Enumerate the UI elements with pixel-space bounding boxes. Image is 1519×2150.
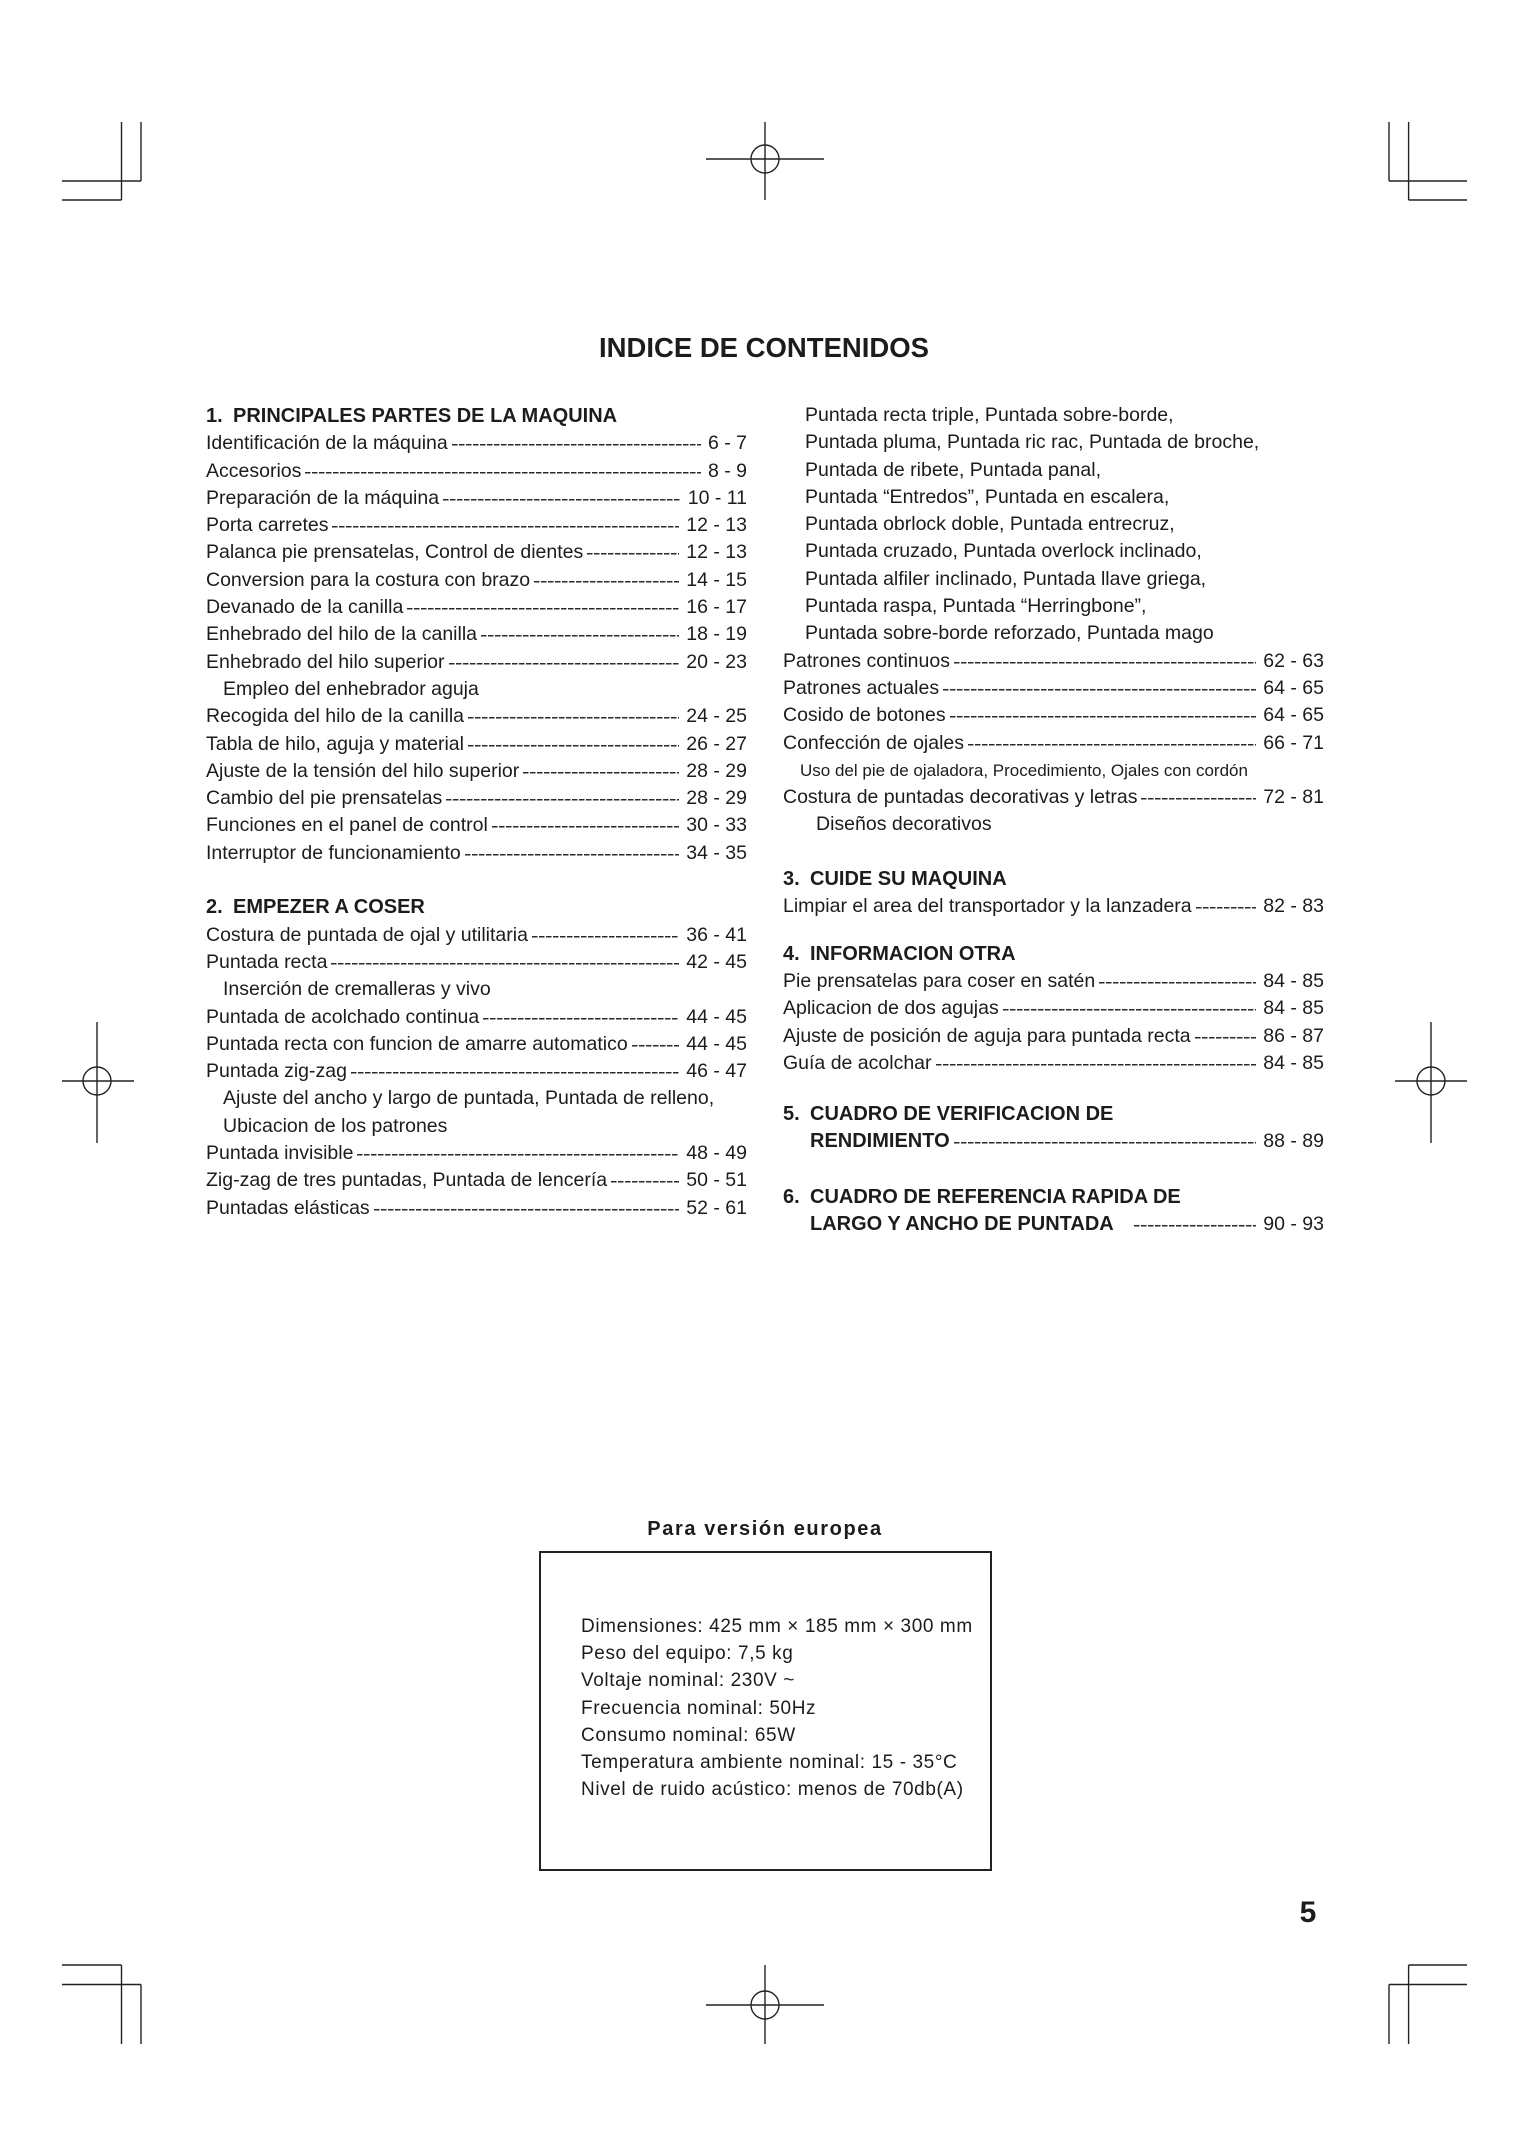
toc-entry-pages: 30 - 33 xyxy=(686,814,747,837)
toc-entry xyxy=(206,594,747,621)
section-number: 1. xyxy=(206,405,223,427)
dot-leader xyxy=(954,648,1256,675)
toc-subentry xyxy=(783,566,1324,593)
section-heading xyxy=(206,403,747,430)
toc-subentry-label: Puntada pluma, Puntada ric rac, Puntada de broche, xyxy=(805,431,1260,454)
toc-entry xyxy=(206,485,747,512)
dot-leader xyxy=(943,675,1256,702)
toc-entry xyxy=(206,1004,747,1031)
toc-entry xyxy=(206,1195,747,1222)
dot-leader xyxy=(1134,1211,1257,1238)
toc-entry-pages: 42 - 45 xyxy=(686,950,747,973)
toc-subentry xyxy=(783,593,1324,620)
toc-subentry xyxy=(783,620,1324,647)
toc-entry-label: Guía de acolchar xyxy=(783,1051,932,1074)
spec-line: Frecuencia nominal: 50Hz xyxy=(581,1697,817,1719)
toc-entry-label: Puntada de acolchado continua xyxy=(206,1005,480,1028)
toc-column-right xyxy=(783,402,1324,1238)
section-heading xyxy=(783,866,1324,893)
toc-entry-label: Devanado de la canilla xyxy=(206,596,404,619)
toc-entry-pages: 36 - 41 xyxy=(686,923,747,946)
dot-leader xyxy=(1195,1023,1257,1050)
toc-entry-label: Costura de puntadas decorativas y letras xyxy=(783,786,1138,809)
dot-leader xyxy=(1141,784,1256,811)
section-title: CUIDE SU MAQUINA xyxy=(810,868,1007,891)
toc-subentry xyxy=(783,757,1324,784)
toc-entry xyxy=(783,702,1324,729)
dot-leader xyxy=(468,703,679,730)
toc-entry-label: Puntada invisible xyxy=(206,1142,354,1165)
dot-leader xyxy=(465,840,680,867)
toc-entry xyxy=(206,512,747,539)
toc-subentry xyxy=(206,1113,747,1140)
toc-entry xyxy=(206,1140,747,1167)
toc-entry xyxy=(206,703,747,730)
toc-subentry-label: Puntada recta triple, Puntada sobre-borde, xyxy=(805,404,1174,426)
toc-subentry xyxy=(783,538,1324,565)
section-title-continued: LARGO Y ANCHO DE PUNTADA xyxy=(810,1213,1114,1236)
registration-mark-bottom xyxy=(706,1965,824,2044)
toc-entry-pages: 62 - 63 xyxy=(1263,649,1324,672)
toc-entry-label: Puntadas elásticas xyxy=(206,1196,370,1219)
toc-entry xyxy=(783,1023,1324,1050)
toc-entry xyxy=(206,785,747,812)
toc-entry-label: Palanca pie prensatelas, Control de dientes xyxy=(206,541,584,564)
toc-entry-pages: 10 - 11 xyxy=(687,486,747,509)
toc-subentry-label: Diseños decorativos xyxy=(816,813,992,836)
toc-entry-pages: 88 - 89 xyxy=(1263,1130,1324,1153)
toc-entry-pages: 6 - 7 xyxy=(707,432,747,455)
section-title: EMPEZER A COSER xyxy=(233,896,425,919)
toc-entry xyxy=(206,1167,747,1194)
toc-entry-label: Limpiar el area del transportador y la lanzadera xyxy=(783,895,1192,918)
toc-subentry-label: Puntada “Entredos”, Puntada en escalera, xyxy=(805,485,1170,508)
dot-leader xyxy=(534,567,679,594)
toc-entry-pages: 66 - 71 xyxy=(1263,731,1324,754)
dot-leader xyxy=(936,1050,1257,1077)
section-title: PRINCIPALES PARTES DE LA MAQUINA xyxy=(233,405,618,427)
toc-entry-pages: 72 - 81 xyxy=(1263,786,1324,809)
section-title-continued: RENDIMIENTO xyxy=(810,1130,950,1153)
toc-entry-pages: 82 - 83 xyxy=(1263,895,1324,918)
toc-entry-pages: 46 - 47 xyxy=(686,1060,747,1083)
section-number: 4. xyxy=(783,942,800,965)
toc-entry-label: Funciones en el panel de control xyxy=(206,814,488,837)
european-spec-box xyxy=(539,1551,992,1871)
spec-line: Temperatura ambiente nominal: 15 - 35°C xyxy=(581,1751,958,1773)
toc-entry xyxy=(206,567,747,594)
toc-entry-label: Porta carretes xyxy=(206,514,329,537)
toc-subentry-label: Puntada alfiler inclinado, Puntada llave griega, xyxy=(805,567,1207,590)
section-number: 5. xyxy=(783,1103,800,1126)
section-number: 6. xyxy=(783,1185,800,1208)
toc-entry xyxy=(783,968,1324,995)
dot-leader xyxy=(492,812,679,839)
toc-entry-label: Ajuste de posición de aguja para puntada recta xyxy=(783,1024,1191,1047)
dot-leader xyxy=(407,594,679,621)
toc-entry-pages: 26 - 27 xyxy=(686,732,747,755)
toc-entry xyxy=(206,458,747,485)
spec-line: Voltaje nominal: 230V ~ xyxy=(581,1670,795,1692)
toc-entry-label: Cosido de botones xyxy=(783,704,946,727)
toc-entry-label: Preparación de la máquina xyxy=(206,486,440,509)
toc-entry-pages: 28 - 29 xyxy=(686,759,747,782)
toc-subentry-label: Puntada de ribete, Puntada panal, xyxy=(805,458,1101,481)
toc-entry-pages: 48 - 49 xyxy=(686,1142,747,1165)
crop-mark-bottom-right xyxy=(1389,1965,1467,2044)
toc-subentry xyxy=(783,429,1324,456)
toc-entry xyxy=(206,758,747,785)
dot-leader xyxy=(1196,893,1257,920)
section-heading xyxy=(206,894,747,921)
toc-entry-label: Interruptor de funcionamiento xyxy=(206,841,461,864)
spec-line: Consumo nominal: 65W xyxy=(581,1724,796,1746)
spec-line: Nivel de ruido acústico: menos de 70db(A) xyxy=(581,1779,964,1801)
toc-entry-pages: 52 - 61 xyxy=(686,1196,747,1219)
toc-entry-label: Identificación de la máquina xyxy=(206,432,448,455)
toc-column-left xyxy=(206,403,747,1222)
toc-entry-pages: 34 - 35 xyxy=(686,841,747,864)
toc-entry xyxy=(783,995,1324,1022)
toc-subentry xyxy=(783,484,1324,511)
toc-subentry xyxy=(206,976,747,1003)
section-title: CUADRO DE REFERENCIA RAPIDA DE xyxy=(810,1185,1181,1208)
dot-leader xyxy=(468,731,679,758)
toc-entry-label: Tabla de hilo, aguja y material xyxy=(206,732,464,755)
toc-entry-label: Patrones actuales xyxy=(783,676,940,699)
toc-entry xyxy=(206,949,747,976)
toc-entry-pages: 14 - 15 xyxy=(686,568,747,591)
toc-subentry xyxy=(206,1085,747,1112)
toc-entry xyxy=(783,1050,1324,1077)
registration-mark-top xyxy=(706,122,824,200)
toc-subentry-label: Puntada cruzado, Puntada overlock inclinado, xyxy=(805,540,1202,563)
dot-leader xyxy=(443,485,681,512)
toc-subentry xyxy=(783,811,1324,838)
dot-leader xyxy=(954,1128,1257,1155)
page-title: INDICE DE CONTENIDOS xyxy=(598,332,930,363)
toc-entry-label: Puntada recta xyxy=(206,950,328,973)
toc-subentry xyxy=(783,511,1324,538)
toc-entry xyxy=(783,1211,1324,1238)
toc-entry-label: Accesorios xyxy=(206,459,302,482)
toc-entry-label: Recogida del hilo de la canilla xyxy=(206,705,465,728)
toc-entry-label: Pie prensatelas para coser en satén xyxy=(783,969,1096,992)
toc-entry-label: Conversion para la costura con brazo xyxy=(206,568,531,591)
toc-entry xyxy=(206,621,747,648)
toc-entry-pages: 64 - 65 xyxy=(1263,676,1324,699)
toc-entry xyxy=(206,539,747,566)
toc-entry-pages: 84 - 85 xyxy=(1263,1051,1324,1074)
registration-mark-right xyxy=(1395,1022,1467,1143)
section-title: INFORMACION OTRA xyxy=(810,942,1016,965)
toc-entry-pages: 44 - 45 xyxy=(686,1032,747,1055)
toc-entry-pages: 84 - 85 xyxy=(1263,969,1324,992)
toc-entry-label: Zig-zag de tres puntadas, Puntada de lencería xyxy=(206,1169,608,1192)
toc-entry-label: Patrones continuos xyxy=(783,649,950,672)
toc-entry-pages: 12 - 13 xyxy=(686,541,747,564)
toc-subentry-label: Puntada obrlock doble, Puntada entrecruz, xyxy=(805,513,1175,536)
toc-entry xyxy=(206,731,747,758)
dot-leader xyxy=(481,621,679,648)
toc-entry-pages: 64 - 65 xyxy=(1263,704,1324,727)
dot-leader xyxy=(611,1167,679,1194)
dot-leader xyxy=(1003,995,1257,1022)
spec-line: Peso del equipo: 7,5 kg xyxy=(581,1643,794,1665)
toc-entry-label: Enhebrado del hilo de la canilla xyxy=(206,623,478,646)
dot-leader xyxy=(483,1004,679,1031)
toc-entry-label: Aplicacion de dos agujas xyxy=(783,997,999,1020)
toc-entry-pages: 86 - 87 xyxy=(1263,1024,1324,1047)
dot-leader xyxy=(1099,968,1256,995)
toc-subentry-label: Uso del pie de ojaladora, Procedimiento, Ojales con cordón xyxy=(800,760,1248,780)
crop-mark-bottom-left xyxy=(62,1965,141,2044)
toc-entry xyxy=(206,1058,747,1085)
page-number: 5 xyxy=(1299,1896,1317,1929)
toc-entry xyxy=(206,430,747,457)
crop-mark-top-left xyxy=(62,122,141,200)
toc-entry xyxy=(783,784,1324,811)
dot-leader xyxy=(305,458,701,485)
section-heading xyxy=(783,941,1324,968)
toc-entry xyxy=(206,649,747,676)
toc-subentry-label: Puntada sobre-borde reforzado, Puntada mago xyxy=(805,622,1214,645)
toc-subentry-label: Puntada raspa, Puntada “Herringbone”, xyxy=(805,595,1147,618)
section-number: 2. xyxy=(206,896,223,919)
section-number: 3. xyxy=(783,868,800,891)
toc-entry xyxy=(783,675,1324,702)
toc-entry-label: Puntada recta con funcion de amarre automatico xyxy=(206,1032,628,1055)
toc-entry-pages: 20 - 23 xyxy=(686,650,747,673)
dot-leader xyxy=(331,949,679,976)
dot-leader xyxy=(523,758,679,785)
toc-entry-pages: 28 - 29 xyxy=(686,787,747,810)
dot-leader xyxy=(446,785,679,812)
section-heading xyxy=(783,1184,1324,1211)
toc-entry-label: Confección de ojales xyxy=(783,731,965,754)
toc-entry xyxy=(783,648,1324,675)
european-version-heading: Para versión europea xyxy=(647,1518,883,1540)
dot-leader xyxy=(587,539,679,566)
toc-entry-label: Costura de puntada de ojal y utilitaria xyxy=(206,923,528,946)
registration-mark-left xyxy=(62,1022,134,1143)
toc-subentry xyxy=(206,676,747,703)
toc-entry xyxy=(206,812,747,839)
toc-entry xyxy=(783,730,1324,757)
dot-leader xyxy=(351,1058,679,1085)
section-heading xyxy=(783,1101,1324,1128)
toc-entry xyxy=(783,893,1324,920)
toc-entry-pages: 84 - 85 xyxy=(1263,997,1324,1020)
toc-entry-pages: 12 - 13 xyxy=(686,514,747,537)
section-title: CUADRO DE VERIFICACION DE xyxy=(810,1103,1114,1126)
toc-entry-label: Enhebrado del hilo superior xyxy=(206,650,445,673)
toc-entry-pages: 50 - 51 xyxy=(686,1169,747,1192)
toc-entry-label: Cambio del pie prensatelas xyxy=(206,787,443,810)
toc-entry xyxy=(206,922,747,949)
toc-entry xyxy=(206,840,747,867)
toc-entry-label: Puntada zig-zag xyxy=(206,1060,347,1083)
toc-entry-pages: 90 - 93 xyxy=(1263,1213,1324,1236)
toc-subentry-label: Ubicacion de los patrones xyxy=(223,1114,448,1137)
dot-leader xyxy=(332,512,679,539)
toc-entry-label: Ajuste de la tensión del hilo superior xyxy=(206,759,520,782)
toc-entry-pages: 16 - 17 xyxy=(686,596,747,619)
toc-subentry-label: Inserción de cremalleras y vivo xyxy=(223,978,491,1001)
toc-entry-pages: 18 - 19 xyxy=(686,623,747,646)
dot-leader xyxy=(374,1195,680,1222)
toc-entry-pages: 44 - 45 xyxy=(686,1005,747,1028)
toc-entry xyxy=(206,1031,747,1058)
dot-leader xyxy=(452,430,701,457)
toc-subentry-label: Empleo del enhebrador aguja xyxy=(223,677,479,700)
dot-leader xyxy=(632,1031,680,1058)
toc-entry-pages: 24 - 25 xyxy=(686,705,747,728)
crop-mark-top-right xyxy=(1389,122,1467,200)
toc-entry xyxy=(783,1128,1324,1155)
toc-subentry xyxy=(783,457,1324,484)
toc-subentry-label: Ajuste del ancho y largo de puntada, Puntada de relleno, xyxy=(223,1087,715,1110)
dot-leader xyxy=(532,922,679,949)
dot-leader xyxy=(449,649,680,676)
toc-entry-pages: 8 - 9 xyxy=(707,459,747,482)
dot-leader xyxy=(357,1140,679,1167)
dot-leader xyxy=(950,702,1257,729)
dot-leader xyxy=(968,730,1256,757)
toc-subentry xyxy=(783,402,1324,429)
spec-line: Dimensiones: 425 mm × 185 mm × 300 mm xyxy=(581,1616,973,1637)
